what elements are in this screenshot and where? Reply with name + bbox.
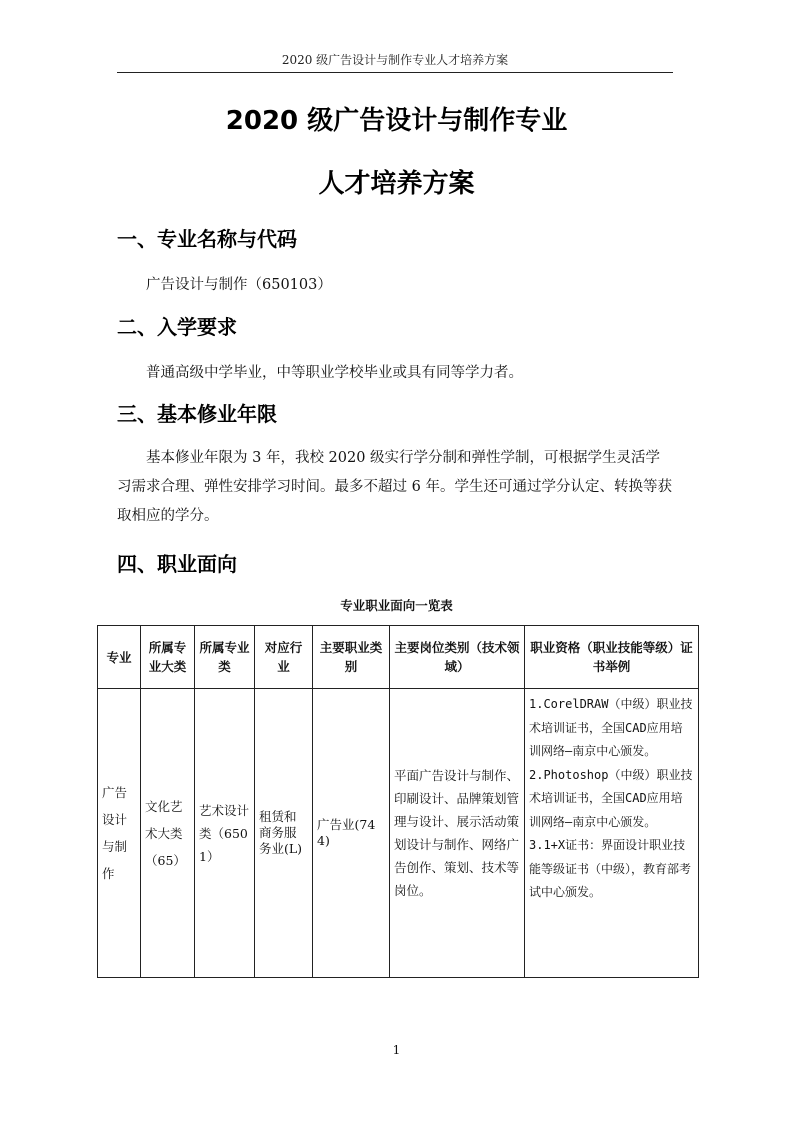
cell-major: 广告设计与制作 bbox=[98, 689, 141, 978]
header-rule bbox=[117, 72, 673, 73]
document-title-line2: 人才培养方案 bbox=[318, 169, 475, 199]
cell-industry: 租赁和商务服务业(L) bbox=[255, 689, 313, 978]
header-certificates: 职业资格（职业技能等级）证书举例 bbox=[525, 626, 699, 689]
section-heading-admission: 二、入学要求 bbox=[117, 315, 237, 339]
header-positions: 主要岗位类别（技术领域） bbox=[390, 626, 525, 689]
certificate-item-3: 3.1+X证书：界面设计职业技能等级证书（中级），教育部考试中心颁发。 bbox=[529, 838, 692, 899]
certificate-item-1: 1.CorelDRAW（中级）职业技术培训证书，全国CAD应用培训网络—南京中心颁发。 bbox=[529, 697, 693, 758]
cell-certificates bbox=[525, 689, 699, 978]
cell-occupation: 广告业(744) bbox=[313, 689, 390, 978]
header-occupation: 主要职业类别 bbox=[313, 626, 390, 689]
table-header-row bbox=[98, 626, 699, 689]
table-row bbox=[98, 689, 699, 978]
table-caption: 专业职业面向一览表 bbox=[340, 598, 453, 613]
section-heading-major-name: 一、专业名称与代码 bbox=[117, 227, 297, 251]
section-body-admission: 普通高级中学毕业，中等职业学校毕业或具有同等学力者。 bbox=[146, 365, 523, 381]
header-category: 所属专业大类 bbox=[141, 626, 195, 689]
career-table bbox=[97, 625, 699, 978]
certificate-item-2: 2.Photoshop（中级）职业技术培训证书，全国CAD应用培训网络—南京中心颁发。 bbox=[529, 767, 693, 829]
section-body-major-name: 广告设计与制作（650103） bbox=[146, 277, 332, 293]
cell-category: 文化艺术大类（65） bbox=[141, 689, 195, 978]
page-number: 1 bbox=[392, 1043, 401, 1057]
section-body-duration: 基本修业年限为 3 年，我校 2020 级实行学分制和弹性学制，可根据学生灵活学习需求合理、弹性安排学习时间。最多不超过 6 年。学生还可通过学分认定、转换等获取相应的学分。 bbox=[117, 450, 672, 524]
header-industry: 对应行业 bbox=[255, 626, 313, 689]
section-heading-career: 四、职业面向 bbox=[117, 552, 237, 576]
document-title-line1: 2020 级广告设计与制作专业 bbox=[225, 106, 568, 136]
cell-subcategory: 艺术设计类（6501） bbox=[195, 689, 255, 978]
running-header: 2020 级广告设计与制作专业人才培养方案 bbox=[281, 53, 509, 67]
header-major: 专业 bbox=[98, 626, 141, 689]
header-subcategory: 所属专业类 bbox=[195, 626, 255, 689]
cell-positions: 平面广告设计与制作、印刷设计、品牌策划管理与设计、展示活动策划设计与制作、网络广告创作、策划、技术等岗位。 bbox=[390, 689, 525, 978]
section-heading-duration: 三、基本修业年限 bbox=[117, 402, 277, 426]
